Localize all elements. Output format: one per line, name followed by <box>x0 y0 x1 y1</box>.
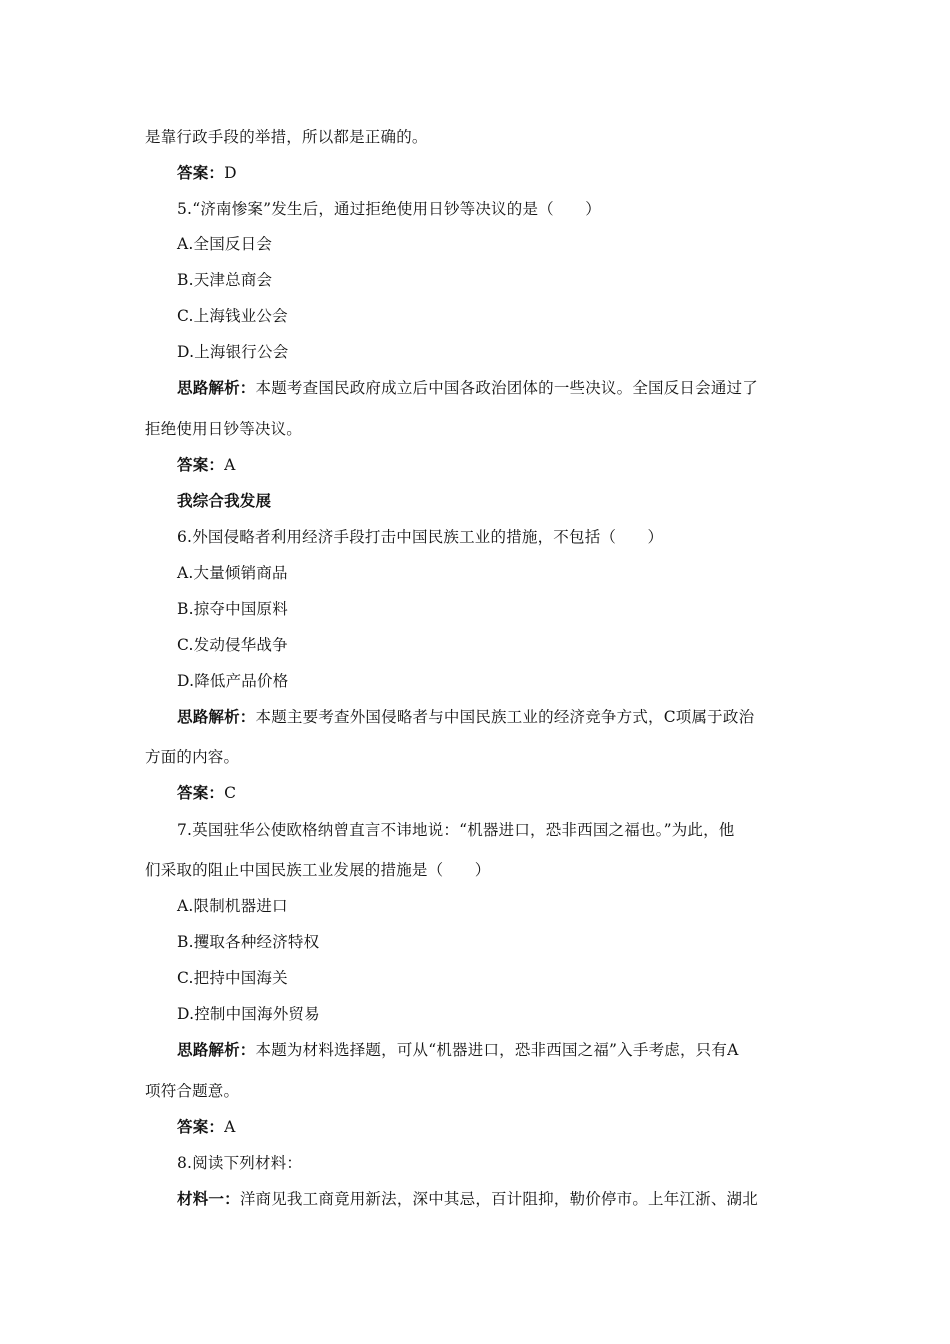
option-a: A.大量倾销商品 <box>177 564 288 582</box>
answer-label: 答案： <box>177 163 225 182</box>
analysis-label: 思路解析： <box>177 1040 256 1059</box>
question-8: 8.阅读下列材料： <box>177 1154 303 1172</box>
text-line: 项符合题意。 <box>145 1082 240 1100</box>
analysis-label: 思路解析： <box>177 378 256 397</box>
analysis-label: 思路解析： <box>177 707 256 726</box>
text-line: 方面的内容。 <box>145 748 240 766</box>
analysis-line: 思路解析：本题考查国民政府成立后中国各政治团体的一些决议。全国反日会通过了 <box>177 378 758 397</box>
option-a: A.限制机器进口 <box>177 897 288 915</box>
answer-label: 答案： <box>177 455 225 474</box>
answer-line: 答案：A <box>177 455 236 474</box>
analysis-line: 思路解析：本题为材料选择题，可从“机器进口，恐非西国之福”入手考虑，只有A <box>177 1040 739 1059</box>
analysis-line: 思路解析：本题主要考查外国侵略者与中国民族工业的经济竞争方式，C项属于政治 <box>177 707 755 726</box>
question-5: 5.“济南惨案”发生后，通过拒绝使用日钞等决议的是（ ） <box>177 200 601 218</box>
question-7: 7.英国驻华公使欧格纳曾直言不讳地说：“机器进口，恐非西国之福也。”为此，他 <box>177 821 735 839</box>
option-b: B.掠夺中国原料 <box>177 600 288 618</box>
section-heading: 我综合我发展 <box>177 491 272 510</box>
answer-line: 答案：D <box>177 163 237 182</box>
option-b: B.天津总商会 <box>177 271 273 289</box>
text-line: 们采取的阻止中国民族工业发展的措施是（ ） <box>145 861 491 879</box>
text-line: 拒绝使用日钞等决议。 <box>145 420 303 438</box>
option-a: A.全国反日会 <box>177 235 273 253</box>
answer-label: 答案： <box>177 1117 225 1136</box>
text-line: 是靠行政手段的举措，所以都是正确的。 <box>145 128 428 146</box>
answer-label: 答案： <box>177 783 225 802</box>
option-c: C.上海钱业公会 <box>177 307 288 325</box>
material-label: 材料一： <box>177 1189 240 1208</box>
question-6: 6.外国侵略者利用经济手段打击中国民族工业的措施，不包括（ ） <box>177 528 664 546</box>
option-c: C.把持中国海关 <box>177 969 288 987</box>
option-d: D.控制中国海外贸易 <box>177 1005 320 1023</box>
answer-line: 答案：C <box>177 783 237 802</box>
material-line: 材料一：洋商见我工商竟用新法，深中其忌，百计阻抑，勒价停市。上年江浙、湖北 <box>177 1189 758 1208</box>
option-d: D.上海银行公会 <box>177 343 289 361</box>
option-d: D.降低产品价格 <box>177 672 289 690</box>
option-b: B.攫取各种经济特权 <box>177 933 320 951</box>
option-c: C.发动侵华战争 <box>177 636 288 654</box>
answer-line: 答案：A <box>177 1117 236 1136</box>
